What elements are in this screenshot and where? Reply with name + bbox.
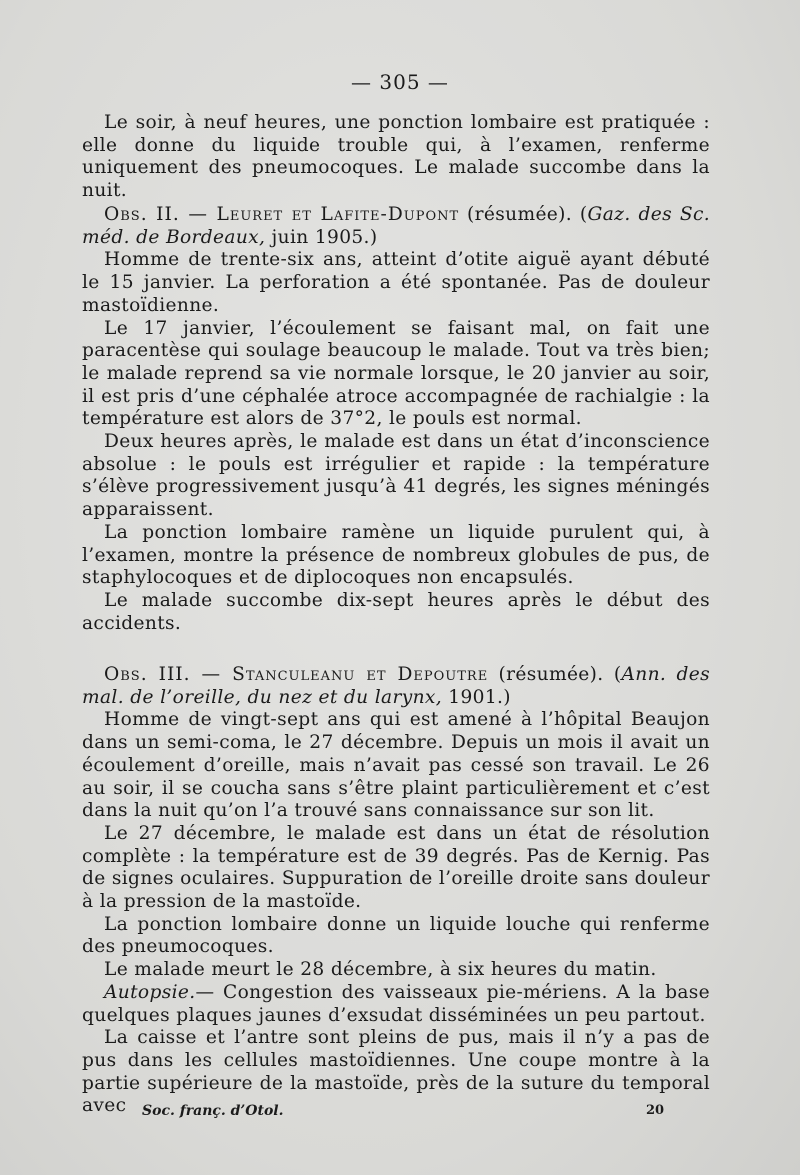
intro-paragraph-block — [82, 112, 710, 203]
obs2-heading — [82, 204, 710, 249]
footer-signature: 20 — [646, 1103, 665, 1118]
obs2-source: Gaz. des Sc. méd. de Bordeaux, — [82, 204, 711, 248]
obs2-paragraph-5: Le malade succombe dix-sept heures après le début des accidents. — [82, 589, 710, 634]
intro-paragraph: Le soir, à neuf heures, une ponction lombaire est pratiquée : elle donne du liquide trouble qui, à l’examen, renferme uniquement des pneumocoques. Le malade succombe dans la nuit. — [82, 112, 710, 202]
obs2-label: Obs. II. — — [104, 204, 217, 225]
obs3-autopsy — [82, 982, 710, 1027]
obs3-paragraph-3: La ponction lombaire donne un liquide louche qui renferme des pneumocoques. — [82, 913, 710, 958]
obs2-paragraph-1: Homme de trente-six ans, atteint d’otite aiguë ayant débuté le 15 janvier. La perforation a été spontanée. Pas de douleur mastoïdienne. — [82, 249, 710, 316]
obs3-summary: (résumée). ( — [488, 664, 622, 685]
obs3-label: Obs. III. — — [104, 664, 233, 685]
observation-2 — [82, 204, 710, 635]
obs3-date: 1901.) — [442, 686, 511, 708]
obs2-authors: Leuret et Lafite-Dupont — [216, 204, 460, 225]
obs3-autopsy-text: — Congestion des vaisseaux pie-mériens. A la base quelques plaques jaunes d’exsudat disséminées un peu partout. — [82, 981, 710, 1026]
observation-3 — [82, 664, 710, 1118]
page-number: — 305 — — [351, 70, 449, 94]
obs2-paragraph-4: La ponction lombaire ramène un liquide purulent qui, à l’examen, montre la présence de nombreux globules de pus, de staphylocoques et de diplocoques non encapsulés. — [82, 521, 710, 589]
obs3-source: Ann. des mal. de l’oreille, du nez et du larynx, — [82, 664, 710, 708]
obs3-paragraph-4: Le malade meurt le 28 décembre, à six heures du matin. — [104, 959, 657, 981]
obs3-authors: Stanculeanu et Depoutre — [232, 664, 489, 685]
obs2-date: juin 1905.) — [265, 226, 378, 248]
obs3-autopsy-label: Autopsie. — [104, 981, 196, 1003]
obs3-heading — [82, 664, 710, 709]
obs3-paragraph-1: Homme de vingt-sept ans qui est amené à l’hôpital Beaujon dans un semi-coma, le 27 décembre. Depuis un mois il avait un écoulement d’oreille, mais n’avait pas cessé son travail. Le 26 au soir, il se coucha sans s’être plaint particulièrement et c’est dans la nuit qu’on l’a trouvé sans connaissance sur son lit. — [82, 709, 710, 822]
obs2-paragraph-3: Deux heures après, le malade est dans un état d’inconscience absolue : le pouls est irrégulier et rapide : la température s’élève progressivement jusqu’à 41 degrés, les signes méningés apparaissent. — [82, 431, 710, 521]
obs2-summary: (résumée). ( — [459, 204, 588, 225]
obs3-paragraph-2: Le 27 décembre, le malade est dans un état de résolution complète : la température est de 39 degrés. Pas de Kernig. Pas de signes oculaires. Suppuration de l’oreille droite sans douleur à la pression de la mastoïde. — [82, 822, 710, 913]
obs2-paragraph-2: Le 17 janvier, l’écoulement se faisant mal, on fait une paracentèse qui soulage beaucoup le malade. Tout va très bien; le malade reprend sa vie normale lorsque, le 20 janvier au soir, il est pris d’une céphalée atroce accompagnée de rachialgie : la température est alors de 37°2, le pouls est normal. — [82, 317, 710, 430]
obs3-last-paragraph: La caisse et l’antre sont pleins de pus, mais il n’y a pas de pus dans les cellules mastoïdiennes. Une coupe montre à la partie supérieure de la mastoïde, près de la suture du temporal avec — [82, 1027, 710, 1117]
footer-journal: Soc. franç. d’Otol. — [142, 1103, 284, 1119]
